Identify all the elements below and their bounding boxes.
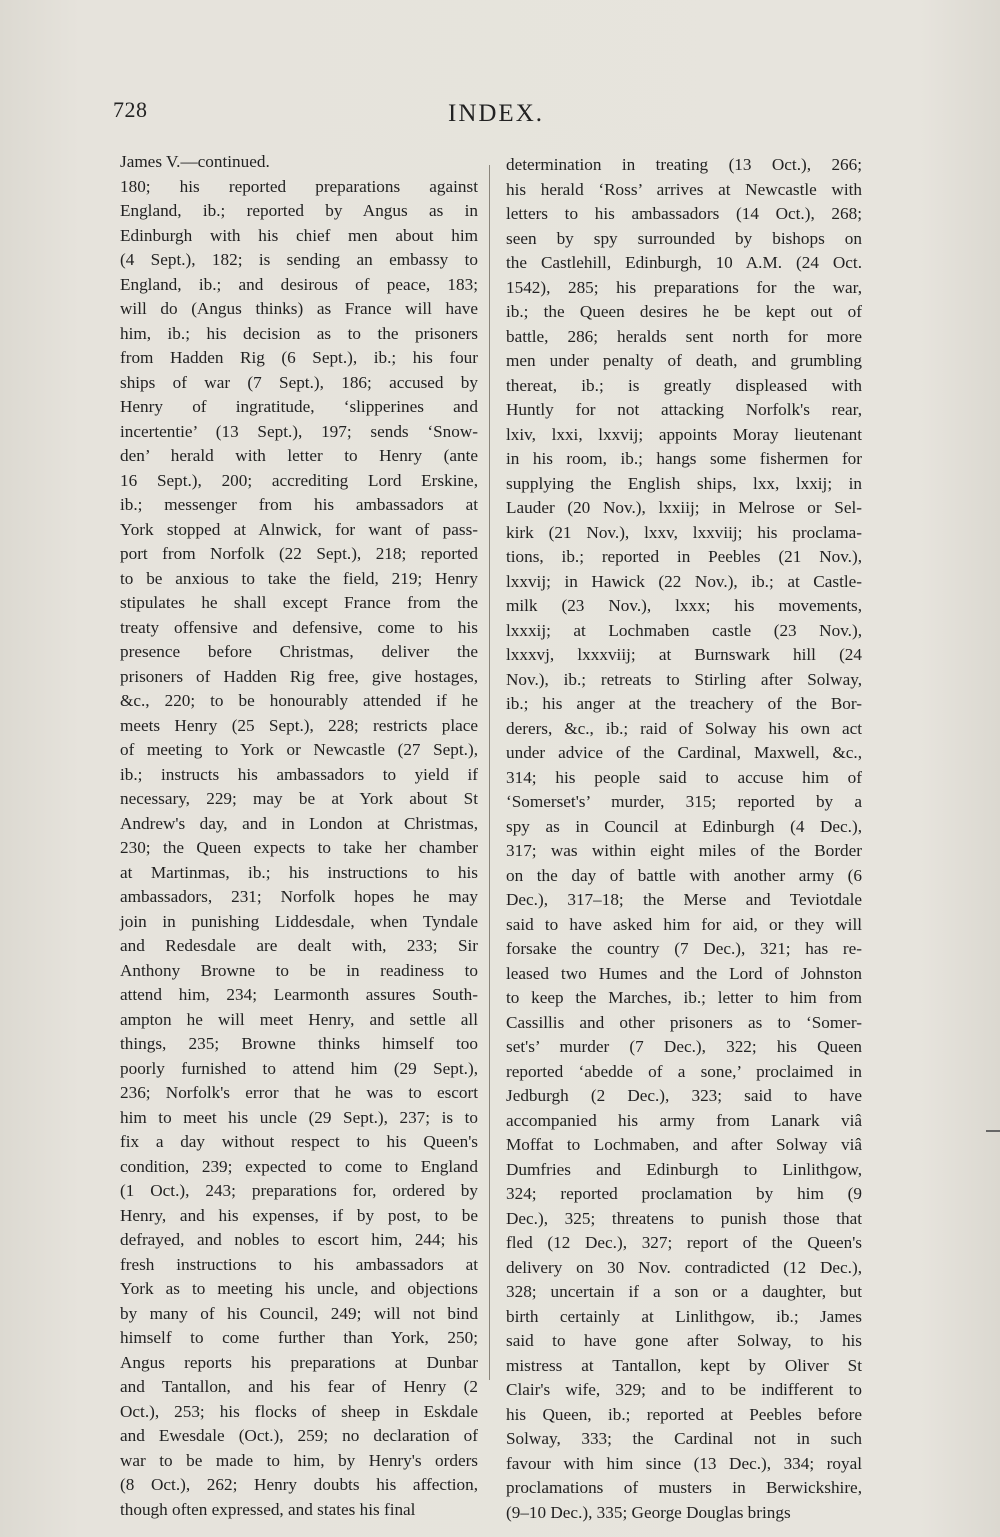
index-line: said to have asked him for aid, or they will bbox=[506, 914, 862, 934]
index-line: poorly furnished to attend him (29 Sept.), bbox=[120, 1058, 478, 1078]
index-line: spy as in Council at Edinburgh (4 Dec.), bbox=[506, 816, 862, 836]
index-line: England, ib.; and desirous of peace, 183; bbox=[120, 274, 478, 294]
index-line: meets Henry (25 Sept.), 228; restricts place bbox=[120, 715, 478, 735]
index-line: condition, 239; expected to come to England bbox=[120, 1156, 478, 1176]
index-line: said to have gone after Solway, to his bbox=[506, 1331, 862, 1350]
right-column bbox=[506, 153, 862, 1525]
index-line: ‘Somerset's’ murder, 315; reported by a bbox=[506, 792, 862, 811]
index-line: men under penalty of death, and grumbling bbox=[506, 351, 862, 370]
index-line: York as to meeting his uncle, and objections bbox=[120, 1279, 478, 1298]
index-line: fix a day without respect to his Queen's bbox=[120, 1132, 478, 1151]
index-line: war to be made to him, by Henry's orders bbox=[120, 1450, 478, 1470]
index-line: battle, 286; heralds sent north for more bbox=[506, 326, 862, 346]
index-line: Lauder (20 Nov.), lxxiij; in Melrose or Sel- bbox=[506, 498, 862, 517]
index-line: attend him, 234; Learmonth assures South- bbox=[120, 985, 478, 1004]
index-line: though often expressed, and states his final bbox=[120, 1499, 416, 1519]
index-line: ib.; messenger from his ambassadors at bbox=[120, 495, 478, 514]
index-line: Angus reports his preparations at Dunbar bbox=[120, 1352, 478, 1372]
index-line: Dec.), 317–18; the Merse and Teviotdale bbox=[506, 890, 862, 909]
index-line: 236; Norfolk's error that he was to escort bbox=[120, 1083, 478, 1102]
index-line: himself to come further than York, 250; bbox=[120, 1328, 478, 1347]
index-line: favour with him since (13 Dec.), 334; royal bbox=[506, 1453, 862, 1473]
index-line: milk (23 Nov.), lxxx; his movements, bbox=[506, 596, 862, 615]
index-line: ampton he will meet Henry, and settle all bbox=[120, 1009, 478, 1029]
index-line: proclamations of musters in Berwickshire, bbox=[506, 1478, 862, 1497]
index-line: 1542), 285; his preparations for the war, bbox=[506, 277, 862, 297]
index-line: determination in treating (13 Oct.), 266; bbox=[506, 155, 862, 174]
index-line: ib.; the Queen desires he be kept out of bbox=[506, 302, 862, 321]
index-line: port from Norfolk (22 Sept.), 218; reported bbox=[120, 544, 478, 563]
index-line: ships of war (7 Sept.), 186; accused by bbox=[120, 372, 478, 392]
index-line: from Hadden Rig (6 Sept.), ib.; his four bbox=[120, 348, 478, 367]
left-column bbox=[120, 150, 478, 1522]
index-line: delivery on 30 Nov. contradicted (12 Dec.), bbox=[506, 1257, 862, 1277]
index-line: join in punishing Liddesdale, when Tyndale bbox=[120, 911, 478, 931]
index-line: Dumfries and Edinburgh to Linlithgow, bbox=[506, 1159, 862, 1179]
index-line: Moffat to Lochmaben, and after Solway viâ bbox=[506, 1135, 862, 1154]
index-line: (4 Sept.), 182; is sending an embassy to bbox=[120, 250, 478, 269]
index-line: (9–10 Dec.), 335; George Douglas brings bbox=[506, 1502, 791, 1522]
index-line: to be anxious to take the field, 219; Henry bbox=[120, 568, 478, 588]
index-line: on the day of battle with another army (6 bbox=[506, 865, 862, 885]
page-edge-mark bbox=[986, 1130, 1000, 1132]
index-line: (1 Oct.), 243; preparations for, ordered by bbox=[120, 1181, 478, 1200]
index-line: his Queen, ib.; reported at Peebles before bbox=[506, 1404, 862, 1424]
index-line: 180; his reported preparations against bbox=[120, 176, 478, 196]
index-line: derers, &c., ib.; raid of Solway his own act bbox=[506, 718, 862, 738]
index-line: den’ herald with letter to Henry (ante bbox=[120, 446, 478, 465]
index-line: and Ewesdale (Oct.), 259; no declaration of bbox=[120, 1426, 478, 1445]
index-line: Cassillis and other prisoners as to ‘Somer- bbox=[506, 1012, 862, 1032]
index-line: ambassadors, 231; Norfolk hopes he may bbox=[120, 887, 478, 906]
index-line: leased two Humes and the Lord of Johnston bbox=[506, 963, 862, 983]
index-line: to keep the Marches, ib.; letter to him from bbox=[506, 988, 862, 1007]
index-line: Nov.), ib.; retreats to Stirling after Solway, bbox=[506, 669, 862, 689]
index-line: the Castlehill, Edinburgh, 10 A.M. (24 Oct. bbox=[506, 253, 862, 272]
index-line: forsake the country (7 Dec.), 321; has re- bbox=[506, 939, 862, 958]
index-line: incertentie’ (13 Sept.), 197; sends ‘Snow- bbox=[120, 421, 478, 441]
index-line: seen by spy surrounded by bishops on bbox=[506, 228, 862, 248]
index-line: his herald ‘Ross’ arrives at Newcastle with bbox=[506, 179, 862, 199]
index-line: 230; the Queen expects to take her chamber bbox=[120, 838, 478, 857]
index-line: Edinburgh with his chief men about him bbox=[120, 225, 478, 245]
index-line: him, ib.; his decision as to the prisoners bbox=[120, 323, 478, 343]
index-line: tions, ib.; reported in Peebles (21 Nov.), bbox=[506, 547, 862, 566]
index-line: stipulates he shall except France from the bbox=[120, 593, 478, 612]
index-line: Oct.), 253; his flocks of sheep in Eskdale bbox=[120, 1401, 478, 1421]
index-line: and Redesdale are dealt with, 233; Sir bbox=[120, 936, 478, 955]
page-number: 728 bbox=[113, 97, 148, 122]
index-line: fled (12 Dec.), 327; report of the Queen's bbox=[506, 1233, 862, 1252]
index-line: will do (Angus thinks) as France will have bbox=[120, 299, 478, 318]
running-head-title: INDEX. bbox=[448, 100, 545, 127]
index-line: at Martinmas, ib.; his instructions to his bbox=[120, 862, 478, 882]
index-line: &c., 220; to be honourably attended if he bbox=[120, 691, 478, 710]
index-line: by many of his Council, 249; will not bind bbox=[120, 1303, 478, 1323]
index-line: and Tantallon, and his fear of Henry (2 bbox=[120, 1377, 478, 1396]
index-line: Dec.), 325; threatens to punish those that bbox=[506, 1208, 862, 1228]
index-line: 328; uncertain if a son or a daughter, but bbox=[506, 1282, 862, 1301]
right-column-lines bbox=[506, 153, 862, 1525]
index-line: accompanied his army from Lanark viâ bbox=[506, 1110, 862, 1130]
index-line: defrayed, and nobles to escort him, 244; his bbox=[120, 1230, 478, 1249]
index-line: Andrew's day, and in London at Christmas, bbox=[120, 813, 478, 833]
index-line: ib.; instructs his ambassadors to yield if bbox=[120, 764, 478, 784]
column-divider bbox=[489, 165, 490, 1380]
index-line: treaty offensive and defensive, come to his bbox=[120, 617, 478, 637]
entry-heading: James V.—continued. bbox=[120, 152, 270, 171]
index-line: presence before Christmas, deliver the bbox=[120, 642, 478, 661]
index-line: lxxvij; in Hawick (22 Nov.), ib.; at Castle- bbox=[506, 571, 862, 591]
index-line: in his room, ib.; hangs some fishermen for bbox=[506, 449, 862, 468]
index-line: 314; his people said to accuse him of bbox=[506, 767, 862, 787]
index-line: lxxxij; at Lochmaben castle (23 Nov.), bbox=[506, 620, 862, 640]
index-line: of meeting to York or Newcastle (27 Sept.), bbox=[120, 740, 478, 759]
index-line: Henry, and his expenses, if by post, to be bbox=[120, 1205, 478, 1225]
index-line: Jedburgh (2 Dec.), 323; said to have bbox=[506, 1086, 862, 1105]
index-line: set's’ murder (7 Dec.), 322; his Queen bbox=[506, 1037, 862, 1056]
index-line: prisoners of Hadden Rig free, give hostages, bbox=[120, 666, 478, 686]
index-line: reported ‘abedde of a sone,’ proclaimed in bbox=[506, 1061, 862, 1081]
index-line: under advice of the Cardinal, Maxwell, &c., bbox=[506, 743, 862, 762]
index-line: 324; reported proclamation by him (9 bbox=[506, 1184, 862, 1203]
index-line: England, ib.; reported by Angus as in bbox=[120, 201, 478, 220]
index-line: Henry of ingratitude, ‘slipperines and bbox=[120, 397, 478, 416]
index-line: lxxxvj, lxxxviij; at Burnswark hill (24 bbox=[506, 645, 862, 664]
left-column-lines bbox=[120, 175, 478, 1523]
index-line: Clair's wife, 329; and to be indifferent to bbox=[506, 1380, 862, 1399]
index-line: birth certainly at Linlithgow, ib.; James bbox=[506, 1306, 862, 1326]
index-line: fresh instructions to his ambassadors at bbox=[120, 1254, 478, 1274]
index-line: letters to his ambassadors (14 Oct.), 268; bbox=[506, 204, 862, 223]
index-line: 317; was within eight miles of the Border bbox=[506, 841, 862, 860]
index-line: 16 Sept.), 200; accrediting Lord Erskine, bbox=[120, 470, 478, 490]
index-line: necessary, 229; may be at York about St bbox=[120, 789, 478, 808]
index-line: ib.; his anger at the treachery of the Bor- bbox=[506, 694, 862, 713]
index-line: supplying the English ships, lxx, lxxij; in bbox=[506, 473, 862, 493]
index-line: lxiv, lxxi, lxxvij; appoints Moray lieutenant bbox=[506, 424, 862, 444]
index-line: Anthony Browne to be in readiness to bbox=[120, 960, 478, 980]
index-line: Solway, 333; the Cardinal not in such bbox=[506, 1429, 862, 1448]
index-line: him to meet his uncle (29 Sept.), 237; is to bbox=[120, 1107, 478, 1127]
index-line: things, 235; Browne thinks himself too bbox=[120, 1034, 478, 1053]
index-line: York stopped at Alnwick, for want of pass- bbox=[120, 519, 478, 539]
index-line: mistress at Tantallon, kept by Oliver St bbox=[506, 1355, 862, 1375]
index-line: Huntly for not attacking Norfolk's rear, bbox=[506, 400, 862, 419]
index-line: thereat, ib.; is greatly displeased with bbox=[506, 375, 862, 395]
index-line: kirk (21 Nov.), lxxv, lxxviij; his proclama- bbox=[506, 522, 862, 542]
index-line: (8 Oct.), 262; Henry doubts his affection, bbox=[120, 1475, 478, 1494]
